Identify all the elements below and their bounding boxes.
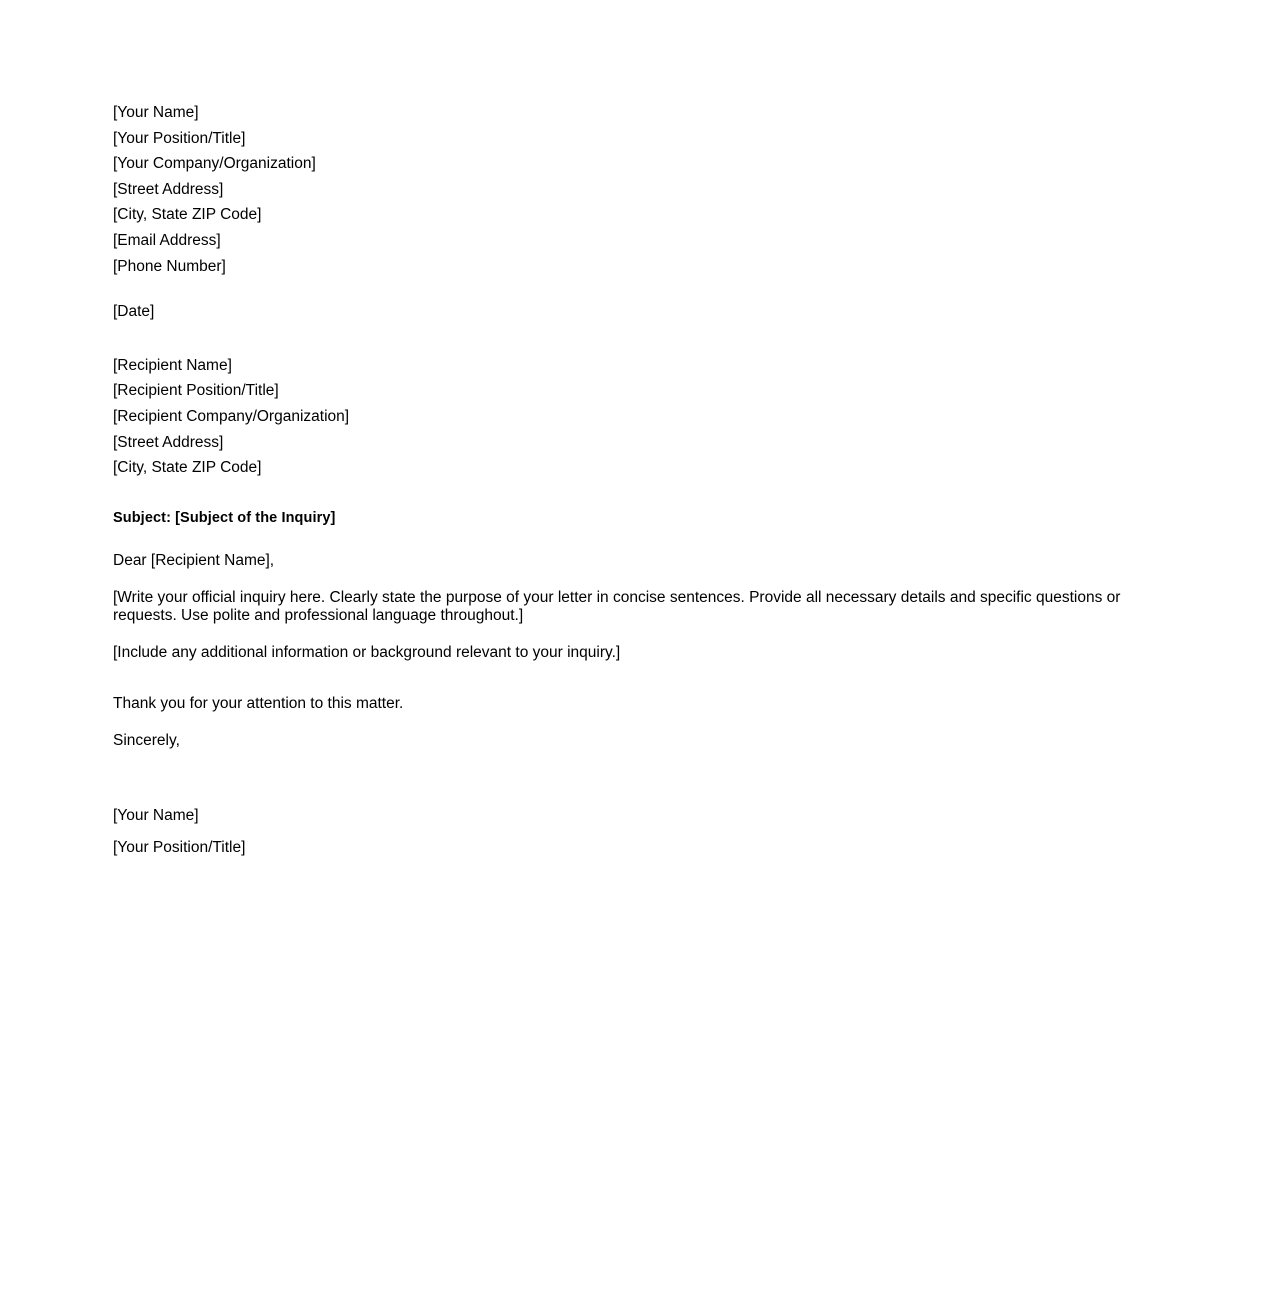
closing-thanks: Thank you for your attention to this matter. bbox=[113, 695, 404, 713]
closing-valediction: Sincerely, bbox=[113, 732, 180, 750]
spacer-before-subject bbox=[113, 481, 1158, 508]
recipient-street: [Street Address] bbox=[113, 433, 224, 451]
spacer-before-date bbox=[113, 279, 1158, 299]
signature-block bbox=[113, 806, 1158, 858]
recipient-name: [Recipient Name] bbox=[113, 356, 232, 374]
recipient-company: [Recipient Company/Organization] bbox=[113, 407, 350, 425]
letter-body bbox=[113, 100, 1158, 858]
sender-company: [Your Company/Organization] bbox=[113, 155, 316, 173]
sender-street: [Street Address] bbox=[113, 180, 224, 198]
subject-line: Subject: [Subject of the Inquiry] bbox=[113, 509, 336, 526]
spacer-before-recipient bbox=[113, 325, 1158, 353]
letter-date: [Date] bbox=[113, 303, 155, 321]
signature-position: [Your Position/Title] bbox=[113, 839, 246, 857]
body-paragraph-1: [Write your official inquiry here. Clearly state the purpose of your letter in concise sentences. Provide all necessary details and specific questions or requests. Use polite and professional language throughout.] bbox=[113, 588, 1121, 625]
sender-phone: [Phone Number] bbox=[113, 257, 226, 275]
sender-address-block bbox=[113, 100, 1158, 279]
recipient-position: [Recipient Position/Title] bbox=[113, 382, 279, 400]
sender-email: [Email Address] bbox=[113, 231, 221, 249]
recipient-address-block bbox=[113, 353, 1158, 481]
body-paragraph-2: [Include any additional information or background relevant to your inquiry.] bbox=[113, 643, 621, 661]
sender-city-state-zip: [City, State ZIP Code] bbox=[113, 206, 262, 224]
salutation: Dear [Recipient Name], bbox=[113, 551, 275, 569]
sender-position: [Your Position/Title] bbox=[113, 129, 246, 147]
date-block bbox=[113, 299, 1158, 325]
recipient-city-state-zip: [City, State ZIP Code] bbox=[113, 459, 262, 477]
sender-name: [Your Name] bbox=[113, 104, 199, 121]
signature-name: [Your Name] bbox=[113, 807, 199, 825]
signature-space bbox=[113, 751, 1158, 806]
